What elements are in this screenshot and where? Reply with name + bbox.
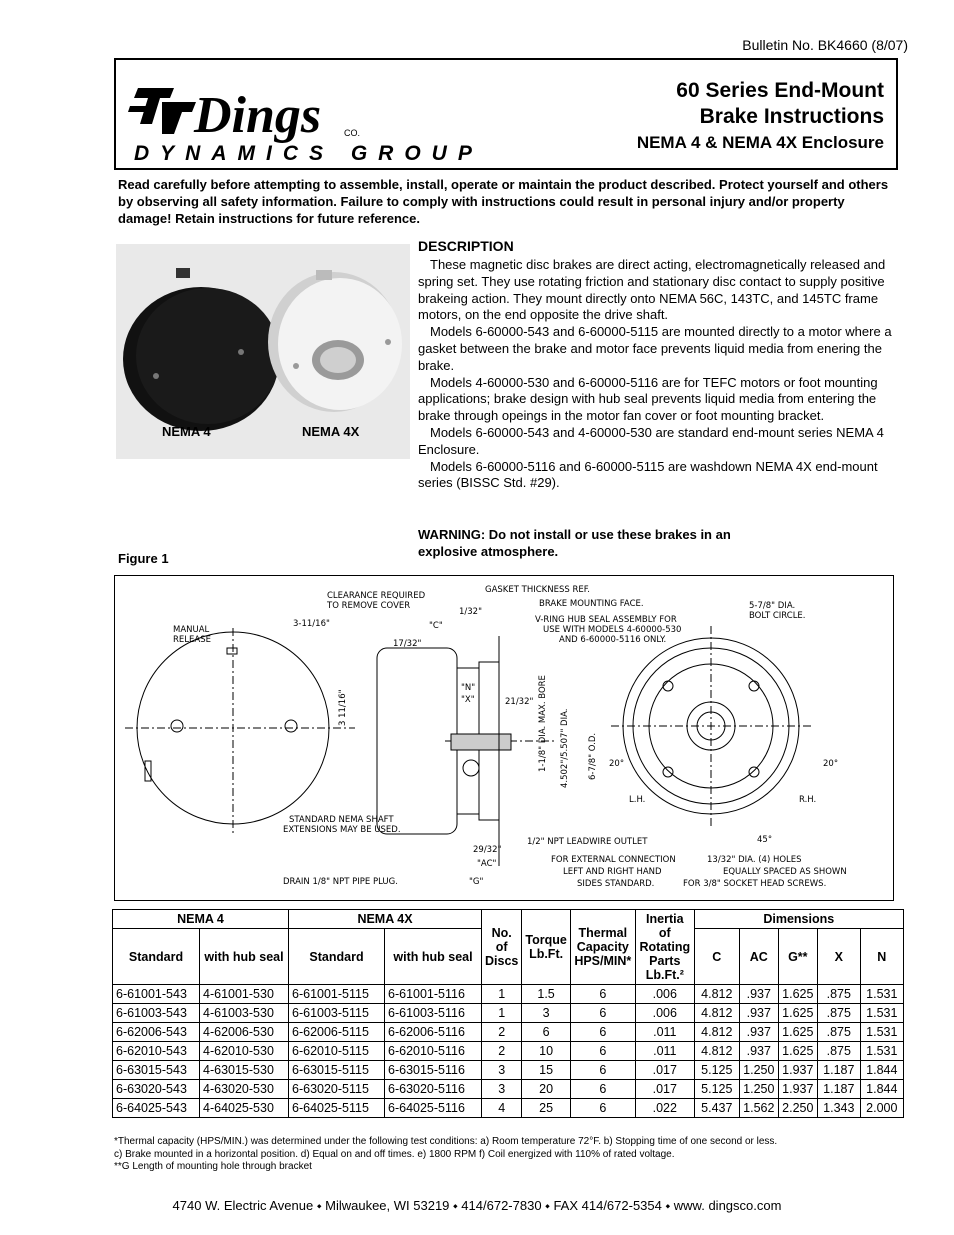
header-inertia: Inertia of Rotating Parts Lb.Ft.² — [635, 910, 694, 985]
table-cell: 1.625 — [778, 985, 817, 1004]
note-npt-2: FOR EXTERNAL CONNECTION — [551, 855, 676, 865]
dim-n: "N" — [461, 683, 476, 693]
note-bolt-circle-1: 5-7/8" DIA. — [749, 601, 796, 611]
table-cell: 4-64025-530 — [200, 1099, 289, 1118]
dim-c: "C" — [429, 621, 443, 631]
footnote-line: *Thermal capacity (HPS/MIN.) was determined under the following test conditions: a) Room temperature 72°F. b) Stopping time of one second or less. — [114, 1136, 778, 1147]
table-cell: 6-62006-5116 — [385, 1023, 482, 1042]
description-paragraph: Models 6-60000-543 and 4-60000-530 are standard end-mount series NEMA 4 Enclosure. — [418, 424, 884, 457]
table-cell: 6-63020-5115 — [289, 1080, 385, 1099]
dim-3-11-16: 3-11/16" — [293, 619, 330, 629]
header-box — [114, 58, 898, 170]
note-npt-1: 1/2" NPT LEADWIRE OUTLET — [527, 837, 648, 847]
dim-vertical: 3 11/16" — [338, 689, 348, 726]
table-cell: 6-63015-5115 — [289, 1061, 385, 1080]
title-line-2: Brake Instructions — [699, 105, 884, 128]
header-ac: AC — [739, 929, 778, 985]
side-view-drawing — [377, 636, 555, 866]
table-cell: 5.125 — [694, 1061, 739, 1080]
end-view-drawing — [125, 628, 355, 836]
footnote-line: **G Length of mounting hole through bracket — [114, 1161, 312, 1172]
table-row — [113, 1042, 904, 1061]
table-cell: 4-61003-530 — [200, 1004, 289, 1023]
table-cell: 1.625 — [778, 1023, 817, 1042]
dings-logo-mark — [128, 88, 196, 134]
header-torque: Torque Lb.Ft. — [522, 910, 570, 985]
table-cell: 4-61001-530 — [200, 985, 289, 1004]
dim-21-32: 21/32" — [505, 697, 534, 707]
table-cell: .017 — [635, 1080, 694, 1099]
figure-label: Figure 1 — [118, 551, 169, 566]
table-cell: 6-64025-5115 — [289, 1099, 385, 1118]
table-cell: 4.812 — [694, 1042, 739, 1061]
description-paragraph: These magnetic disc brakes are direct acting, electromagnetically released and spring set. They use rotating friction and stationary disc contact to supply positive brakeing action. They mount directly onto NEMA 56C, 143TC, and 145TC frame motors, on the end opposite the drive shaft. — [418, 257, 886, 323]
table-cell: 1.250 — [739, 1080, 778, 1099]
header-n: N — [860, 929, 903, 985]
photo-label-nema4x: NEMA 4X — [302, 424, 360, 439]
logo-co: CO. — [344, 128, 361, 138]
table-row — [113, 1080, 904, 1099]
table-cell: 15 — [522, 1061, 570, 1080]
note-bolt-circle-2: BOLT CIRCLE. — [749, 611, 806, 621]
table-cell: 4.812 — [694, 1023, 739, 1042]
note-std-shaft-2: EXTENSIONS MAY BE USED. — [283, 825, 401, 835]
table-cell: 4-62010-530 — [200, 1042, 289, 1061]
note-npt-4: SIDES STANDARD. — [577, 879, 655, 889]
table-cell: 6-63015-5116 — [385, 1061, 482, 1080]
header-nema4x: NEMA 4X — [289, 910, 482, 929]
table-cell: 1.844 — [860, 1061, 903, 1080]
table-cell: .937 — [739, 985, 778, 1004]
table-row — [113, 1061, 904, 1080]
product-photo — [116, 244, 410, 459]
table-cell: 6 — [570, 1042, 635, 1061]
intro-warning: Read carefully before attempting to assemble, install, operate or maintain the product described. Protect yourself and others by observing all safety information. Failure to comply with instructions could result in personal injury and/or property damage! Retain instructions for future reference. — [118, 177, 889, 226]
table-cell: 2 — [482, 1042, 522, 1061]
table-cell: 1.937 — [778, 1080, 817, 1099]
table-cell: 6-62010-543 — [113, 1042, 200, 1061]
table-cell: .875 — [817, 1004, 860, 1023]
footer-address: 4740 W. Electric Avenue ⬩ Milwaukee, WI 53219 ⬩ 414/672-7830 ⬩ FAX 414/672-5354 ⬩ www. dingsco.com — [172, 1198, 782, 1213]
header-x: X — [817, 929, 860, 985]
table-cell: 25 — [522, 1099, 570, 1118]
table-cell: 5.437 — [694, 1099, 739, 1118]
table-cell: 1.5 — [522, 985, 570, 1004]
table-cell: 1.625 — [778, 1042, 817, 1061]
title-line-1: 60 Series End-Mount — [676, 79, 884, 102]
table-cell: 1.531 — [860, 1023, 903, 1042]
table-cell: 4.812 — [694, 985, 739, 1004]
table-cell: 4.812 — [694, 1004, 739, 1023]
note-release: RELEASE — [173, 635, 211, 645]
note-clearance-2: TO REMOVE COVER — [327, 601, 411, 611]
table-cell: 1.937 — [778, 1061, 817, 1080]
dim-x: "X" — [461, 695, 475, 705]
table-cell: 6-62010-5116 — [385, 1042, 482, 1061]
note-drain: DRAIN 1/8" NPT PIPE PLUG. — [283, 877, 398, 887]
table-cell: 4-62006-530 — [200, 1023, 289, 1042]
header-c: C — [694, 929, 739, 985]
table-cell: 6 — [570, 1004, 635, 1023]
photo-label-nema4: NEMA 4 — [162, 424, 211, 439]
table-cell: 1.250 — [739, 1061, 778, 1080]
table-cell: 6-61003-543 — [113, 1004, 200, 1023]
table-cell: 6-61001-5115 — [289, 985, 385, 1004]
table-cell: .937 — [739, 1023, 778, 1042]
note-vring-3: AND 6-60000-5116 ONLY. — [559, 635, 667, 645]
dim-17-32: 17/32" — [393, 639, 422, 649]
header-standard-x: Standard — [289, 929, 385, 985]
table-cell: 6-63015-543 — [113, 1061, 200, 1080]
table-cell: .875 — [817, 1023, 860, 1042]
description-heading: DESCRIPTION — [418, 238, 514, 254]
dim-od-2: 6-7/8" O.D. — [588, 732, 598, 780]
dim-od-1: 4.502"/5.507" DIA. — [560, 708, 570, 788]
table-cell: 6-61001-5116 — [385, 985, 482, 1004]
note-vring-1: V-RING HUB SEAL ASSEMBLY FOR — [535, 615, 677, 625]
table-cell: 4-63020-530 — [200, 1080, 289, 1099]
dim-1-32: 1/32" — [459, 607, 482, 617]
note-mounting-face: BRAKE MOUNTING FACE. — [539, 599, 644, 609]
logo-wordmark: Dings — [194, 87, 322, 144]
note-clearance: CLEARANCE REQUIRED — [327, 591, 426, 601]
table-cell: 20 — [522, 1080, 570, 1099]
table-cell: 1.562 — [739, 1099, 778, 1118]
technical-drawing — [114, 575, 894, 901]
table-cell: .017 — [635, 1061, 694, 1080]
table-cell: 1.531 — [860, 985, 903, 1004]
note-vring-2: USE WITH MODELS 4-60000-530 — [543, 625, 682, 635]
note-gasket: GASKET THICKNESS REF. — [485, 585, 590, 595]
table-cell: 1.531 — [860, 1004, 903, 1023]
table-cell: 6-63020-5116 — [385, 1080, 482, 1099]
table-cell: .937 — [739, 1042, 778, 1061]
table-body — [113, 985, 904, 1118]
table-cell: 5.125 — [694, 1080, 739, 1099]
table-cell: 1.187 — [817, 1080, 860, 1099]
table-cell: 1.844 — [860, 1080, 903, 1099]
table-cell: 3 — [482, 1061, 522, 1080]
table-cell: 6 — [570, 1080, 635, 1099]
header-discs: No. of Discs — [482, 910, 522, 985]
table-cell: 1.531 — [860, 1042, 903, 1061]
header-nema4: NEMA 4 — [113, 910, 289, 929]
table-cell: 2.250 — [778, 1099, 817, 1118]
table-cell: 1.343 — [817, 1099, 860, 1118]
angle-45: 45° — [757, 835, 773, 845]
note-std-shaft-1: STANDARD NEMA SHAFT — [289, 815, 394, 825]
table-cell: 6 — [570, 1099, 635, 1118]
footnote-line: c) Brake mounted in a horizontal position. d) Equal on and off times. e) 1800 RPM f) Coil energized with 110% of rated voltage. — [114, 1148, 675, 1160]
angle-left: 20° — [609, 759, 625, 769]
header-g: G** — [778, 929, 817, 985]
note-npt-3: LEFT AND RIGHT HAND — [563, 867, 662, 877]
description-paragraph: Models 4-60000-530 and 6-60000-5116 are for TEFC motors or foot mounting applications; brake design with hub seal prevents liquid media from entering the brake through opeings in the motor fan cover or foot mounting bracket. — [418, 374, 878, 424]
table-cell: 6 — [570, 985, 635, 1004]
description-body — [418, 257, 902, 492]
bulletin-number: Bulletin No. BK4660 (8/07) — [742, 37, 908, 53]
table-cell: .022 — [635, 1099, 694, 1118]
title-block — [637, 78, 884, 156]
table-cell: 6-61001-543 — [113, 985, 200, 1004]
table-cell: 4-63015-530 — [200, 1061, 289, 1080]
table-cell: 6-62006-543 — [113, 1023, 200, 1042]
table-cell: 1.187 — [817, 1061, 860, 1080]
table-cell: .006 — [635, 985, 694, 1004]
note-holes-2: EQUALLY SPACED AS SHOWN — [723, 867, 847, 877]
table-cell: 6-62006-5115 — [289, 1023, 385, 1042]
table-row — [113, 1023, 904, 1042]
table-cell: .011 — [635, 1023, 694, 1042]
angle-right: 20° — [823, 759, 839, 769]
table-cell: .875 — [817, 1042, 860, 1061]
header-hub-seal-x: with hub seal — [385, 929, 482, 985]
table-cell: 6-64025-5116 — [385, 1099, 482, 1118]
explosive-warning: WARNING: Do not install or use these brakes in an explosive atmosphere. — [418, 527, 731, 559]
table-cell: 6-61003-5116 — [385, 1004, 482, 1023]
table-cell: .011 — [635, 1042, 694, 1061]
table-cell: 2 — [482, 1023, 522, 1042]
table-cell: .875 — [817, 985, 860, 1004]
footnotes — [114, 1136, 894, 1174]
table-cell: 6-64025-543 — [113, 1099, 200, 1118]
table-row — [113, 1099, 904, 1118]
table-cell: 6-62010-5115 — [289, 1042, 385, 1061]
table-cell: 6 — [522, 1023, 570, 1042]
dim-29-32: 29/32" — [473, 845, 502, 855]
header-standard: Standard — [113, 929, 200, 985]
note-manual: MANUAL — [173, 625, 210, 635]
note-holes-3: FOR 3/8" SOCKET HEAD SCREWS. — [683, 879, 827, 889]
table-cell: 1.625 — [778, 1004, 817, 1023]
dim-ac: "AC" — [477, 859, 497, 869]
note-holes-1: 13/32" DIA. (4) HOLES — [707, 855, 802, 865]
table-cell: 3 — [482, 1080, 522, 1099]
table-cell: 1 — [482, 1004, 522, 1023]
note-bore: 1-1/8" DIA. MAX. BORE — [538, 675, 548, 772]
description-paragraph: Models 6-60000-543 and 6-60000-5115 are mounted directly to a motor where a gasket between the brake and motor face prevents liquid media from enering the brake. — [418, 324, 892, 373]
table-cell: 6-63020-543 — [113, 1080, 200, 1099]
title-line-3: NEMA 4 & NEMA 4X Enclosure — [636, 133, 884, 152]
table-cell: 10 — [522, 1042, 570, 1061]
table-row — [113, 985, 904, 1004]
header-dimensions: Dimensions — [694, 910, 903, 929]
label-lh: L.H. — [629, 795, 646, 805]
table-cell: 6 — [570, 1023, 635, 1042]
logo-group: DYNAMICS GROUP — [134, 142, 483, 162]
header-thermal: Thermal Capacity HPS/MIN* — [570, 910, 635, 985]
table-cell: 6-61003-5115 — [289, 1004, 385, 1023]
description-paragraph: Models 6-60000-5116 and 6-60000-5115 are washdown NEMA 4X end-mount series (BISSC Std. #29). — [418, 458, 878, 491]
label-rh: R.H. — [799, 795, 817, 805]
spec-table — [112, 909, 904, 1118]
table-cell: 2.000 — [860, 1099, 903, 1118]
table-cell: 3 — [522, 1004, 570, 1023]
table-cell: 1 — [482, 985, 522, 1004]
table-row — [113, 1004, 904, 1023]
table-cell: .006 — [635, 1004, 694, 1023]
table-cell: 4 — [482, 1099, 522, 1118]
dim-g: "G" — [469, 877, 484, 887]
header-hub-seal: with hub seal — [200, 929, 289, 985]
dings-logo — [126, 76, 506, 162]
table-cell: .937 — [739, 1004, 778, 1023]
table-cell: 6 — [570, 1061, 635, 1080]
